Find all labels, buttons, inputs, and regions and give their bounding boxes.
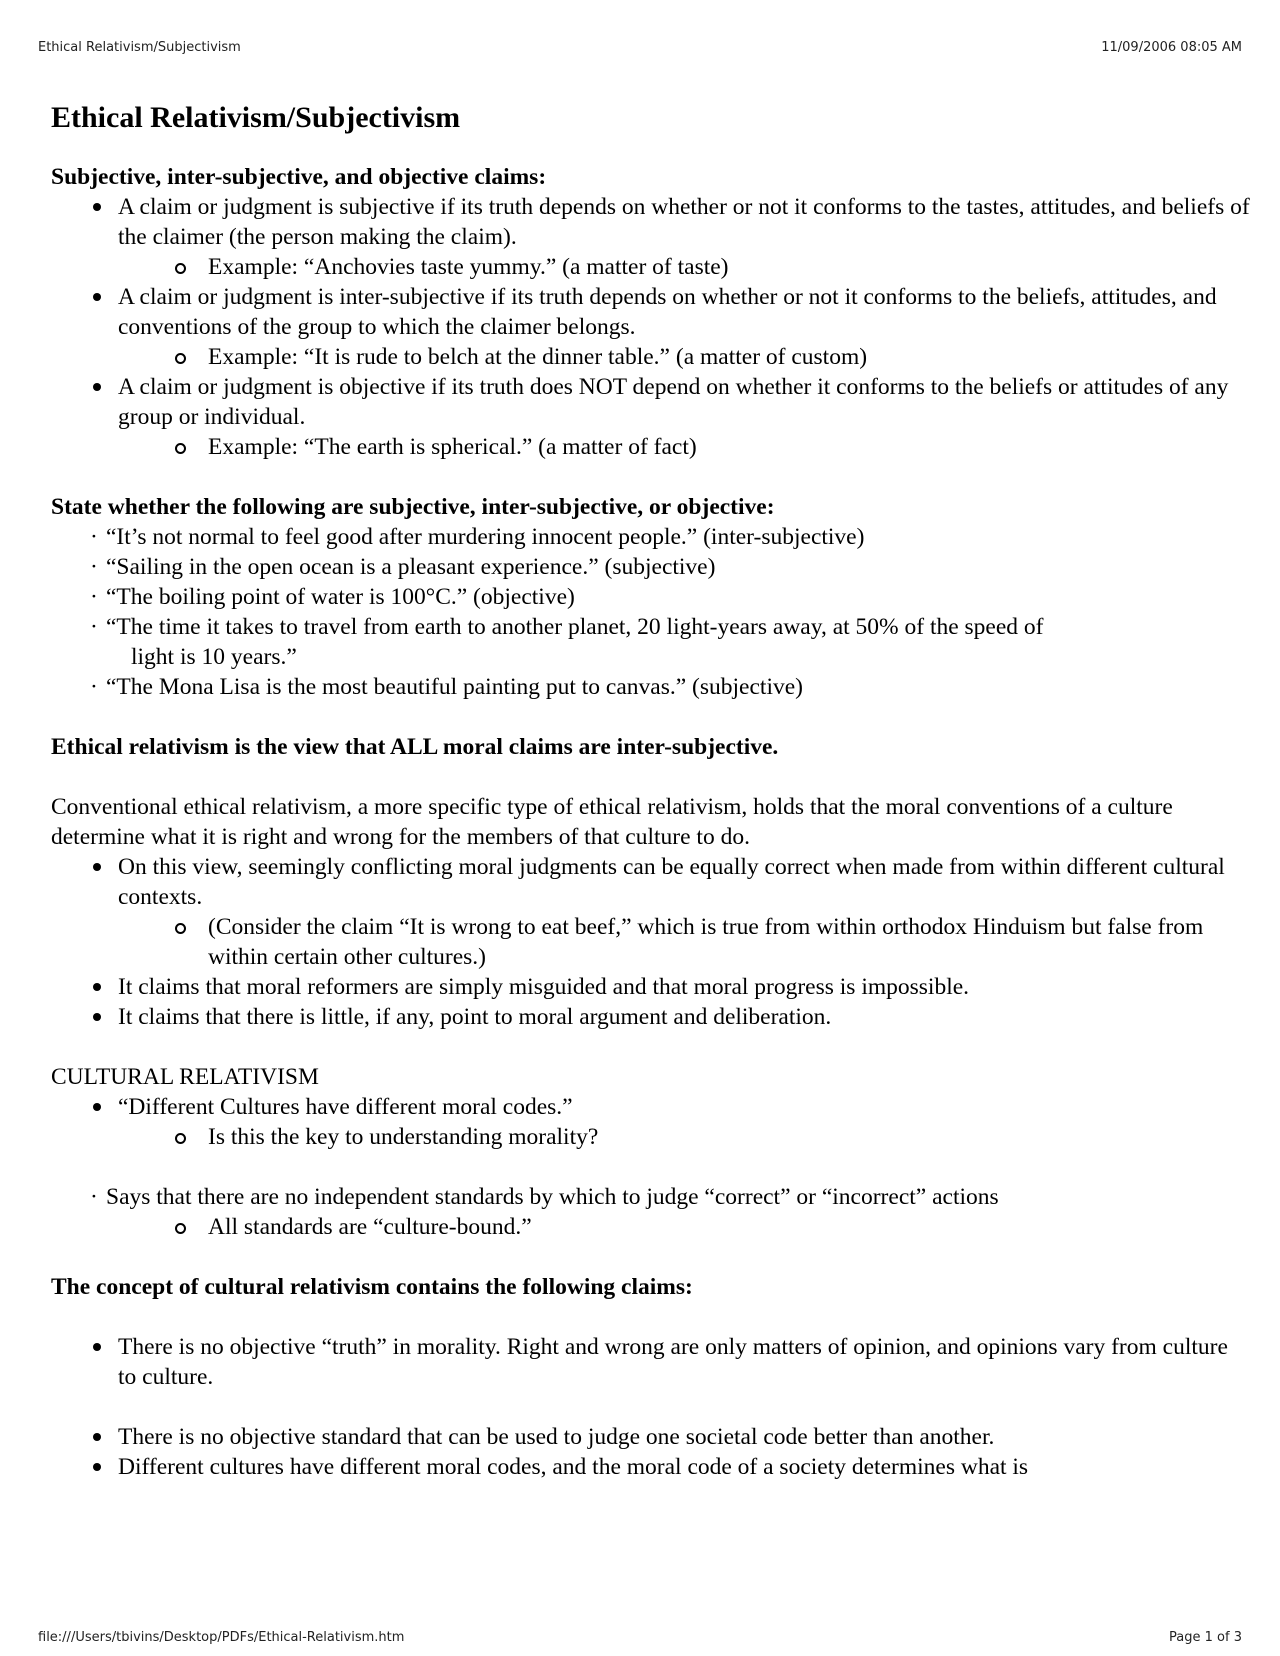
sub-list-item: Example: “The earth is spherical.” (a matter of fact) [51,432,1251,462]
header-title: Ethical Relativism/Subjectivism [38,40,241,55]
sub-list-item: All standards are “culture-bound.” [51,1212,1251,1242]
header-timestamp: 11/09/2006 08:05 AM [1101,40,1242,55]
list-item-text: “The time it takes to travel from earth to another planet, 20 light-years away, at 50% of the speed of [106,614,1044,640]
page-header [38,40,1242,55]
footer-page-number: Page 1 of 3 [1169,1630,1242,1645]
list-item-continuation: light is 10 years.” [131,644,297,670]
page-footer [38,1630,1242,1645]
sub-list-item: Example: “Anchovies taste yummy.” (a matter of taste) [51,252,1251,282]
exercise-list [51,522,1251,702]
list-item [51,612,1251,672]
cultural-relativism-heading: CULTURAL RELATIVISM [51,1064,319,1090]
list-item: A claim or judgment is subjective if its truth depends on whether or not it conforms to the tastes, attitudes, and beliefs of the claimer (the person making the claim). [51,192,1251,252]
concept-list-2 [51,1422,1251,1482]
list-item: · Says that there are no independent standards by which to judge “correct” or “incorrect” actions [51,1182,1251,1212]
list-item: · “It’s not normal to feel good after murdering innocent people.” (inter-subjective) [51,522,1251,552]
list-item: It claims that there is little, if any, point to moral argument and deliberation. [51,1002,1251,1032]
sub-list-item: Is this the key to understanding morality? [51,1122,1251,1152]
standards-list [51,1182,1251,1242]
list-item: “Different Cultures have different moral codes.” [51,1092,1251,1122]
document-body [51,98,1251,1482]
list-item: There is no objective “truth” in morality. Right and wrong are only matters of opinion, and opinions vary from culture to culture. [51,1332,1251,1392]
list-item: A claim or judgment is objective if its truth does NOT depend on whether it conforms to the beliefs or attitudes of any group or individual. [51,372,1251,432]
cultural-list [51,1092,1251,1152]
list-item: It claims that moral reformers are simply misguided and that moral progress is impossible. [51,972,1251,1002]
list-item: A claim or judgment is inter-subjective if its truth depends on whether or not it conforms to the beliefs, attitudes, and conventions of the group to which the claimer belongs. [51,282,1251,342]
sub-list-item: (Consider the claim “It is wrong to eat beef,” which is true from within orthodox Hinduism but false from within certain other cultures.) [51,912,1251,972]
sub-list-item: Example: “It is rude to belch at the dinner table.” (a matter of custom) [51,342,1251,372]
conventional-intro: Conventional ethical relativism, a more specific type of ethical relativism, holds that the moral conventions of a culture determine what it is right and wrong for the members of that culture to do. [51,794,1173,850]
list-item: · “The Mona Lisa is the most beautiful painting put to canvas.” (subjective) [51,672,1251,702]
list-item: · “The boiling point of water is 100°C.” (objective) [51,582,1251,612]
conventional-list [51,852,1251,1032]
section-heading-exercise: State whether the following are subjective, inter-subjective, or objective: [51,494,775,520]
page-title: Ethical Relativism/Subjectivism [51,101,461,134]
ethical-relativism-statement: Ethical relativism is the view that ALL moral claims are inter-subjective. [51,734,779,760]
section-heading-concept: The concept of cultural relativism contains the following claims: [51,1274,693,1300]
section-heading-claims: Subjective, inter-subjective, and objective claims: [51,164,547,190]
list-item: On this view, seemingly conflicting moral judgments can be equally correct when made from within different cultural contexts. [51,852,1251,912]
concept-list [51,1332,1251,1392]
list-item: There is no objective standard that can be used to judge one societal code better than another. [51,1422,1251,1452]
list-item: Different cultures have different moral codes, and the moral code of a society determines what is [51,1452,1251,1482]
footer-file-path: file:///Users/tbivins/Desktop/PDFs/Ethical-Relativism.htm [38,1630,405,1645]
list-item: · “Sailing in the open ocean is a pleasant experience.” (subjective) [51,552,1251,582]
claims-list [51,192,1251,462]
